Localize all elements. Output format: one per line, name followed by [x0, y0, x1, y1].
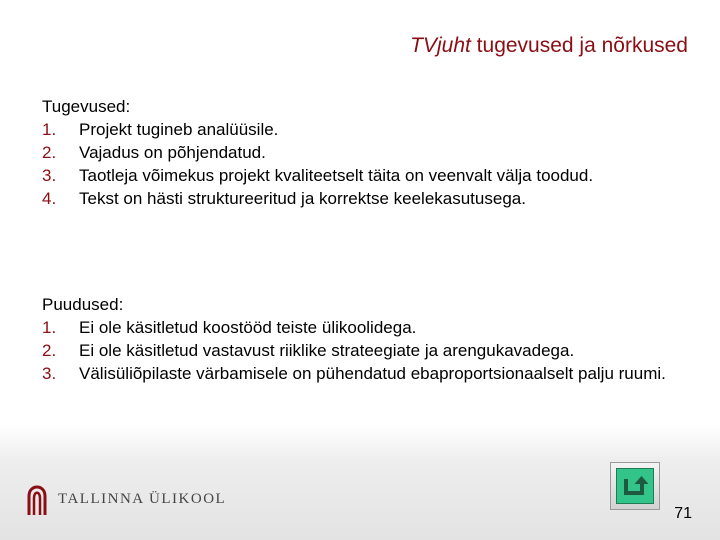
item-text: Ei ole käsitletud koostööd teiste ülikoolidega.	[79, 318, 417, 337]
strengths-section	[42, 95, 682, 210]
item-number: 2.	[42, 143, 57, 162]
list-item	[42, 118, 682, 141]
item-number: 1.	[42, 318, 57, 337]
item-number: 4.	[42, 189, 57, 208]
list-item	[42, 187, 682, 210]
slide-title	[410, 34, 688, 58]
list-item	[42, 362, 682, 385]
return-arrow-icon	[622, 473, 648, 499]
item-text: Projekt tugineb analüüsile.	[79, 120, 279, 139]
logo-text: TALLINNA ÜLIKOOL	[58, 490, 227, 507]
item-number: 2.	[42, 341, 57, 360]
weaknesses-heading: Puudused:	[42, 295, 124, 314]
list-item	[42, 339, 682, 362]
list-item	[42, 141, 682, 164]
item-text: Vajadus on põhjendatud.	[79, 143, 266, 162]
strengths-heading: Tugevused:	[42, 97, 131, 116]
logo-mark-icon	[26, 482, 48, 516]
item-number: 3.	[42, 364, 57, 383]
list-item	[42, 316, 682, 339]
university-logo	[26, 482, 226, 516]
title-rest: tugevused ja nõrkused	[470, 34, 688, 57]
item-text: Välisüliõpilaste värbamisele on pühendatud ebaproportsionaalselt palju ruumi.	[79, 364, 666, 383]
item-number: 1.	[42, 120, 57, 139]
weaknesses-section	[42, 293, 682, 385]
list-item	[42, 164, 682, 187]
page-number: 71	[674, 505, 692, 522]
weaknesses-list	[42, 316, 682, 385]
item-text: Tekst on hästi struktureeritud ja korrektse keelekasutusega.	[79, 189, 526, 208]
title-emphasis: TVjuht	[410, 34, 471, 57]
item-text: Ei ole käsitletud vastavust riiklike strateegiate ja arengukavadega.	[79, 341, 575, 360]
return-button-face	[616, 468, 654, 504]
item-text: Taotleja võimekus projekt kvaliteetselt täita on veenvalt välja toodud.	[79, 166, 594, 185]
return-button[interactable]	[610, 462, 660, 510]
item-number: 3.	[42, 166, 57, 185]
strengths-list	[42, 118, 682, 210]
